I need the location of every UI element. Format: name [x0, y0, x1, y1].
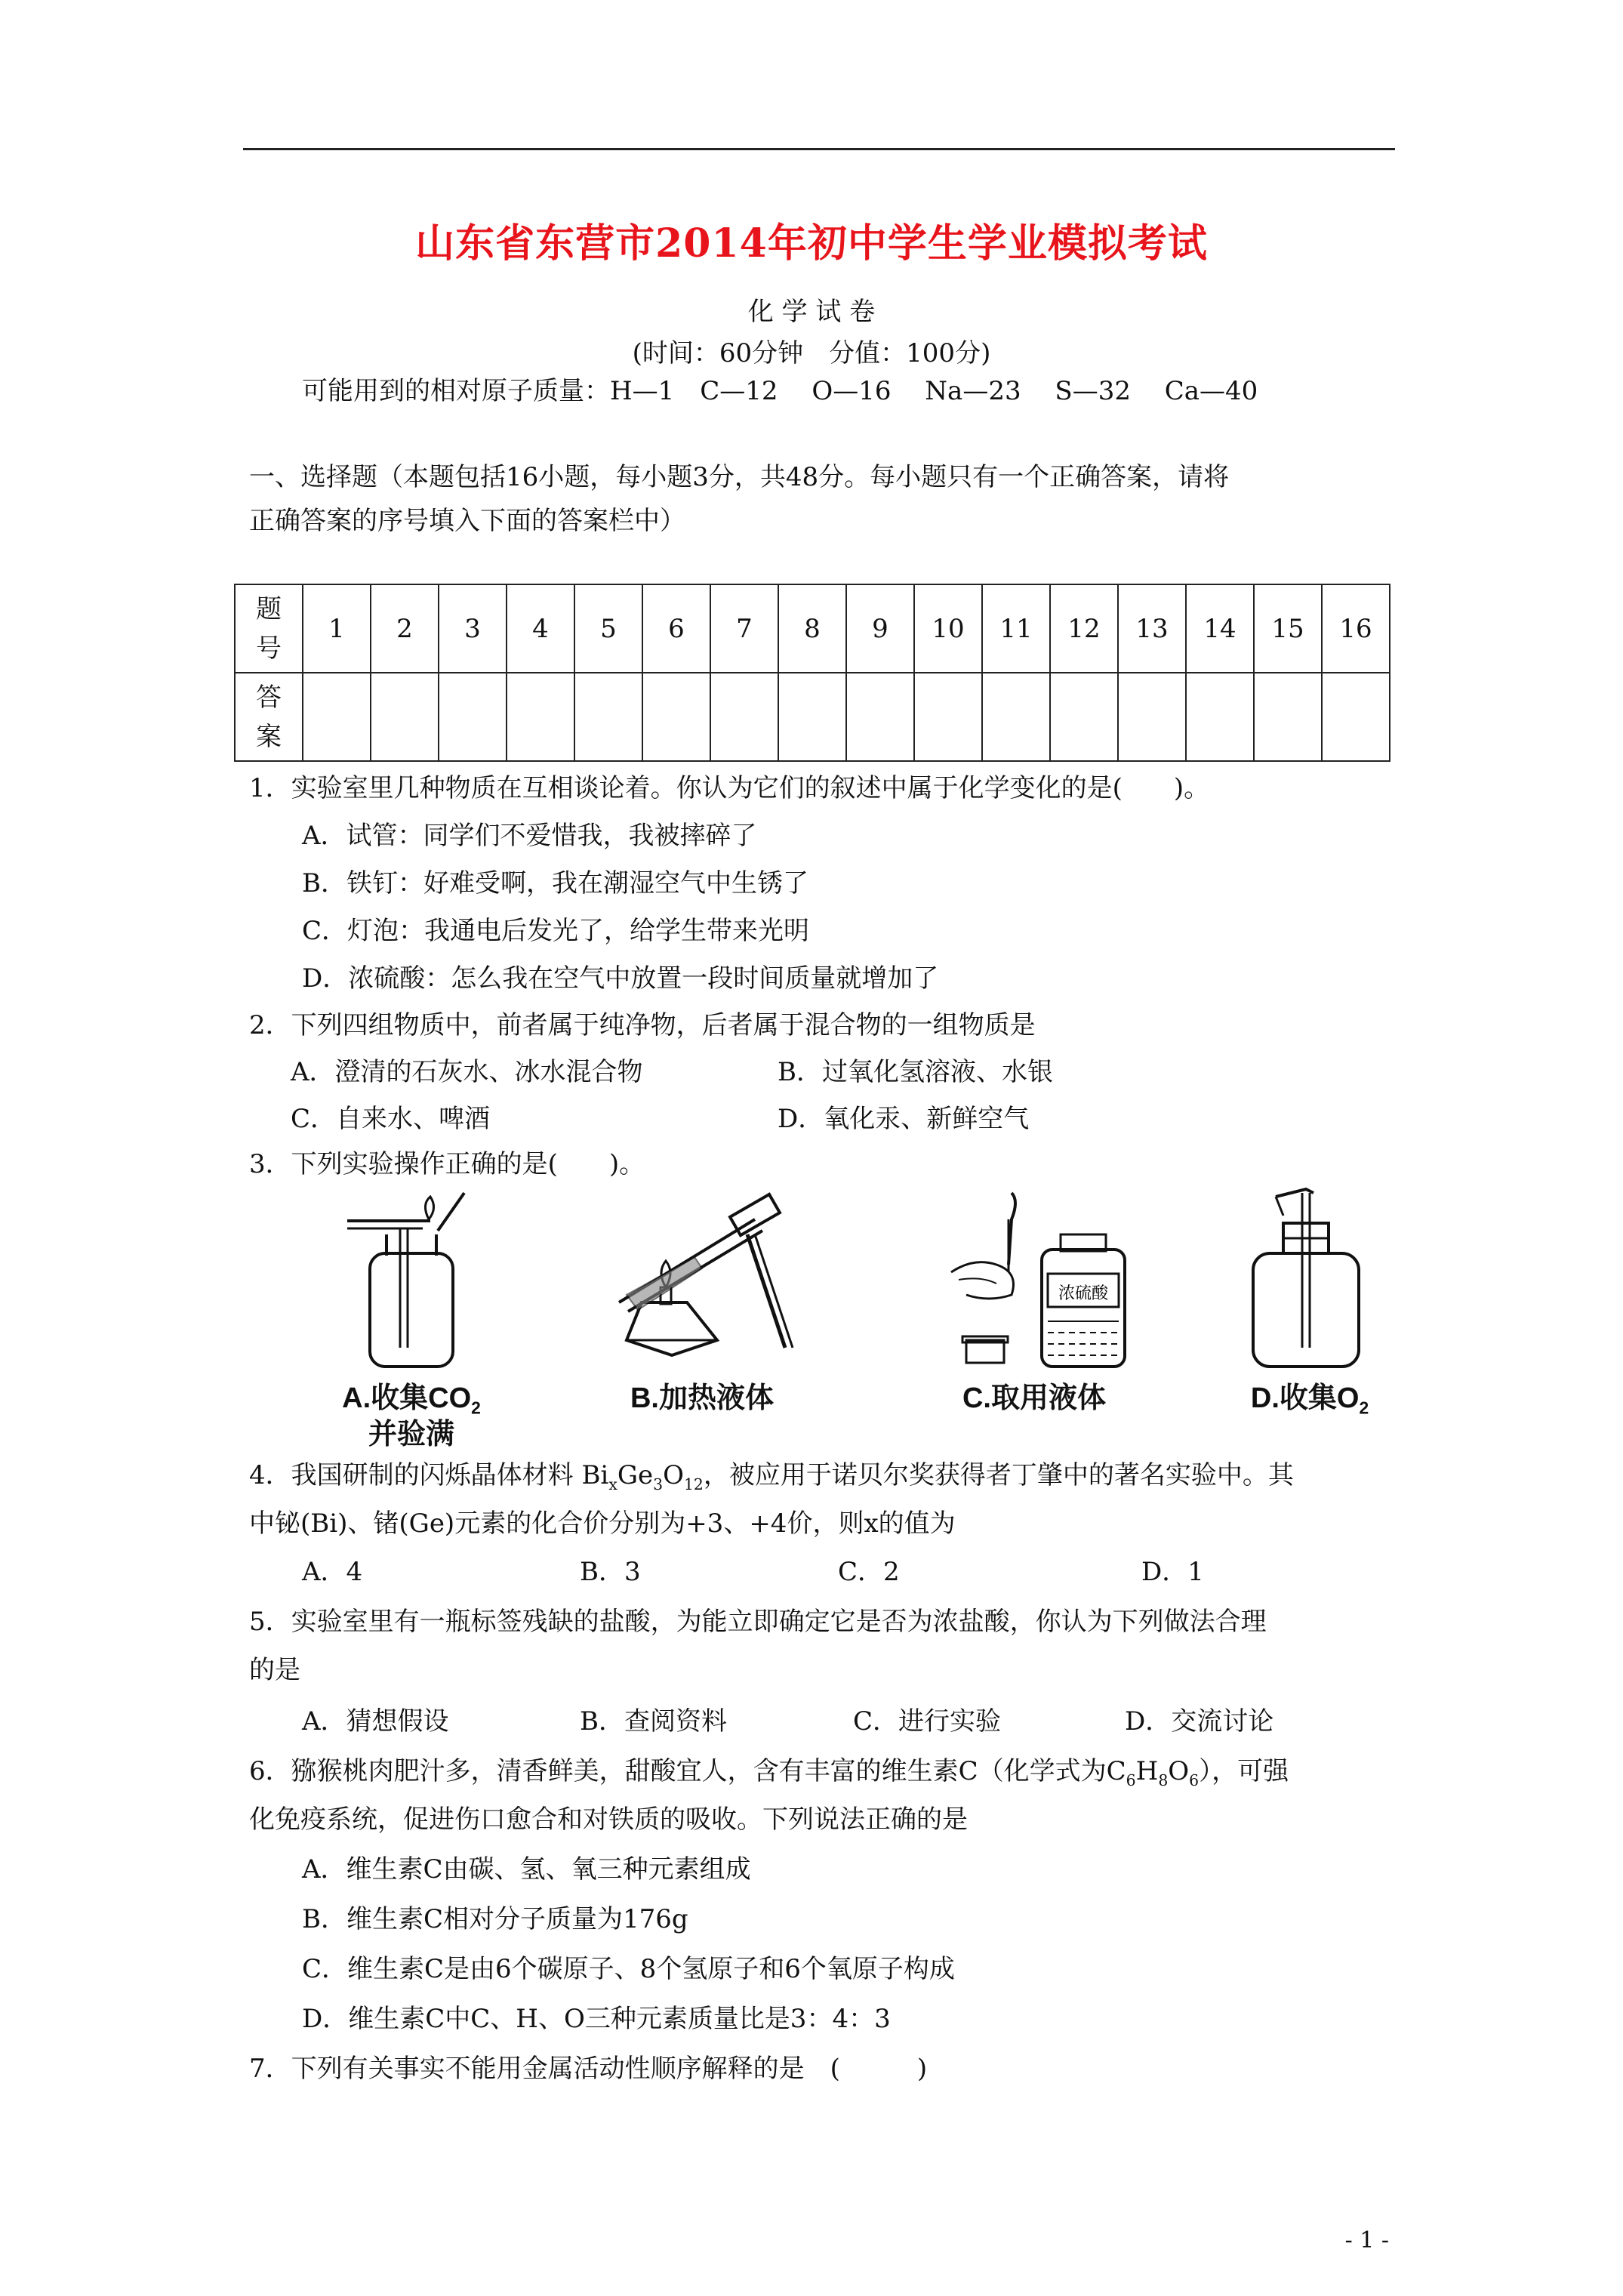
q2-stem: 2．下列四组物质中，前者属于纯净物，后者属于混合物的一组物质是 — [249, 1010, 1036, 1040]
answer-cell[interactable] — [914, 673, 982, 761]
figure-c-take-liquid — [936, 1189, 1132, 1370]
answer-table-header-row — [235, 584, 1390, 673]
q4-option-c: C．2 — [838, 1557, 900, 1587]
answer-cell[interactable] — [1118, 673, 1186, 761]
time-info: (时间：60分钟 分值：100分) — [632, 338, 991, 368]
question-number-cell: 9 — [846, 584, 914, 673]
question-number-cell: 6 — [642, 584, 710, 673]
q1-option-c: C．灯泡：我通电后发光了，给学生带来光明 — [302, 916, 810, 946]
section1-line1: 一、选择题（本题包括16小题，每小题3分，共48分。每小题只有一个正确答案，请将 — [249, 462, 1230, 492]
question-number-cell: 14 — [1186, 584, 1254, 673]
subject-title: 化 学 试 卷 — [747, 297, 876, 327]
atomic-masses: 可能用到的相对原子质量：H—1 C—12 O—16 Na—23 S—32 Ca—40 — [302, 376, 1258, 406]
q1-option-b: B．铁钉：好难受啊，我在潮湿空气中生锈了 — [302, 868, 808, 898]
q6-option-b: B．维生素C相对分子质量为176g — [302, 1904, 688, 1934]
figure-d-collect-o2 — [1238, 1182, 1374, 1370]
answer-cell[interactable] — [1186, 673, 1254, 761]
q5-option-c: C．进行实验 — [853, 1706, 1002, 1737]
header-rule — [243, 148, 1395, 150]
question-number-cell: 1 — [303, 584, 371, 673]
q7-stem: 7．下列有关事实不能用金属活动性顺序解释的是 ( ) — [249, 2054, 928, 2084]
q2-option-a: A．澄清的石灰水、冰水混合物 — [291, 1057, 643, 1087]
q5-option-d: D．交流讨论 — [1125, 1706, 1274, 1737]
answer-cell[interactable] — [1254, 673, 1322, 761]
answer-cell[interactable] — [507, 673, 574, 761]
answer-cell[interactable] — [574, 673, 642, 761]
exam-title: 山东省东营市2014年初中学生学业模拟考试 — [415, 220, 1208, 267]
answer-cell[interactable] — [1322, 673, 1390, 761]
row-label-question: 题号 — [235, 584, 303, 673]
figure-b-caption: B.加热液体 — [630, 1382, 774, 1414]
answer-table-answer-row — [235, 673, 1390, 761]
q5-line2: 的是 — [249, 1655, 300, 1685]
answer-cell[interactable] — [1050, 673, 1118, 761]
page-number: - 1 - — [1344, 2227, 1389, 2254]
q6-option-d: D．维生素C中C、H、O三种元素质量比是3：4：3 — [302, 2004, 891, 2034]
q2-option-c: C．自来水、啤酒 — [291, 1104, 491, 1134]
section1-line2: 正确答案的序号填入下面的答案栏中） — [249, 506, 685, 536]
q5-line1: 5．实验室里有一瓶标签残缺的盐酸，为能立即确定它是否为浓盐酸，你认为下列做法合理 — [249, 1607, 1267, 1637]
figure-a-caption-line2: 并验满 — [368, 1419, 454, 1450]
q4-option-b: B．3 — [580, 1557, 641, 1587]
figure-c-caption: C.取用液体 — [962, 1382, 1106, 1414]
acid-label: 浓硫酸 — [1058, 1284, 1109, 1303]
q6-line1: 6．猕猴桃肉肥汁多，清香鲜美，甜酸宜人，含有丰富的维生素C（化学式为$C_6H_8O_6$），可强 — [249, 1756, 1289, 1789]
q6-option-c: C．维生素C是由6个碳原子、8个氢原子和6个氧原子构成 — [302, 1954, 955, 1984]
question-number-cell: 10 — [914, 584, 982, 673]
q4-line2: 中铋(Bi)、锗(Ge)元素的化合价分别为+3、+4价，则x的值为 — [249, 1509, 956, 1539]
question-number-cell: 4 — [507, 584, 574, 673]
q4-option-d: D．1 — [1141, 1557, 1204, 1587]
figure-a-collect-co2 — [332, 1189, 483, 1370]
question-number-cell: 8 — [778, 584, 846, 673]
figure-b-heat-liquid — [596, 1189, 808, 1370]
question-number-cell: 15 — [1254, 584, 1322, 673]
q2-option-d: D．氧化汞、新鲜空气 — [778, 1104, 1030, 1134]
figure-a-caption: A.收集$CO_2$ — [342, 1382, 481, 1418]
q1-option-a: A．试管：同学们不爱惜我，我被摔碎了 — [302, 821, 757, 851]
q1-stem: 1．实验室里几种物质在互相谈论着。你认为它们的叙述中属于化学变化的是( )。 — [249, 773, 1210, 803]
q5-option-a: A．猜想假设 — [302, 1706, 449, 1737]
q4-option-a: A．4 — [302, 1557, 363, 1587]
answer-cell[interactable] — [642, 673, 710, 761]
q6-option-a: A．维生素C由碳、氢、氧三种元素组成 — [302, 1854, 751, 1885]
q5-option-b: B．查阅资料 — [580, 1706, 727, 1737]
answer-cell[interactable] — [778, 673, 846, 761]
question-number-cell: 16 — [1322, 584, 1390, 673]
q1-option-d: D．浓硫酸：怎么我在空气中放置一段时间质量就增加了 — [302, 963, 939, 994]
question-number-cell: 2 — [371, 584, 439, 673]
question-number-cell: 12 — [1050, 584, 1118, 673]
question-number-cell: 7 — [710, 584, 778, 673]
row-label-answer: 答案 — [235, 673, 303, 761]
answer-cell[interactable] — [303, 673, 371, 761]
q6-line2: 化免疫系统，促进伤口愈合和对铁质的吸收。下列说法正确的是 — [249, 1804, 968, 1835]
answer-table — [234, 584, 1390, 762]
answer-cell[interactable] — [982, 673, 1050, 761]
answer-cell[interactable] — [371, 673, 439, 761]
answer-cell[interactable] — [710, 673, 778, 761]
figure-d-caption: D.收集$O_2$ — [1250, 1382, 1369, 1418]
question-number-cell: 13 — [1118, 584, 1186, 673]
answer-cell[interactable] — [846, 673, 914, 761]
q4-stem: 4．我国研制的闪烁晶体材料 $Bi_xGe_3O_{12}$，被应用于诺贝尔奖获得者丁肇中的著名实验中。其 — [249, 1460, 1294, 1493]
q2-option-b: B．过氧化氢溶液、水银 — [778, 1057, 1053, 1087]
question-number-cell: 5 — [574, 584, 642, 673]
answer-cell[interactable] — [439, 673, 507, 761]
q3-stem: 3．下列实验操作正确的是( )。 — [249, 1149, 645, 1179]
question-number-cell: 11 — [982, 584, 1050, 673]
question-number-cell: 3 — [439, 584, 507, 673]
